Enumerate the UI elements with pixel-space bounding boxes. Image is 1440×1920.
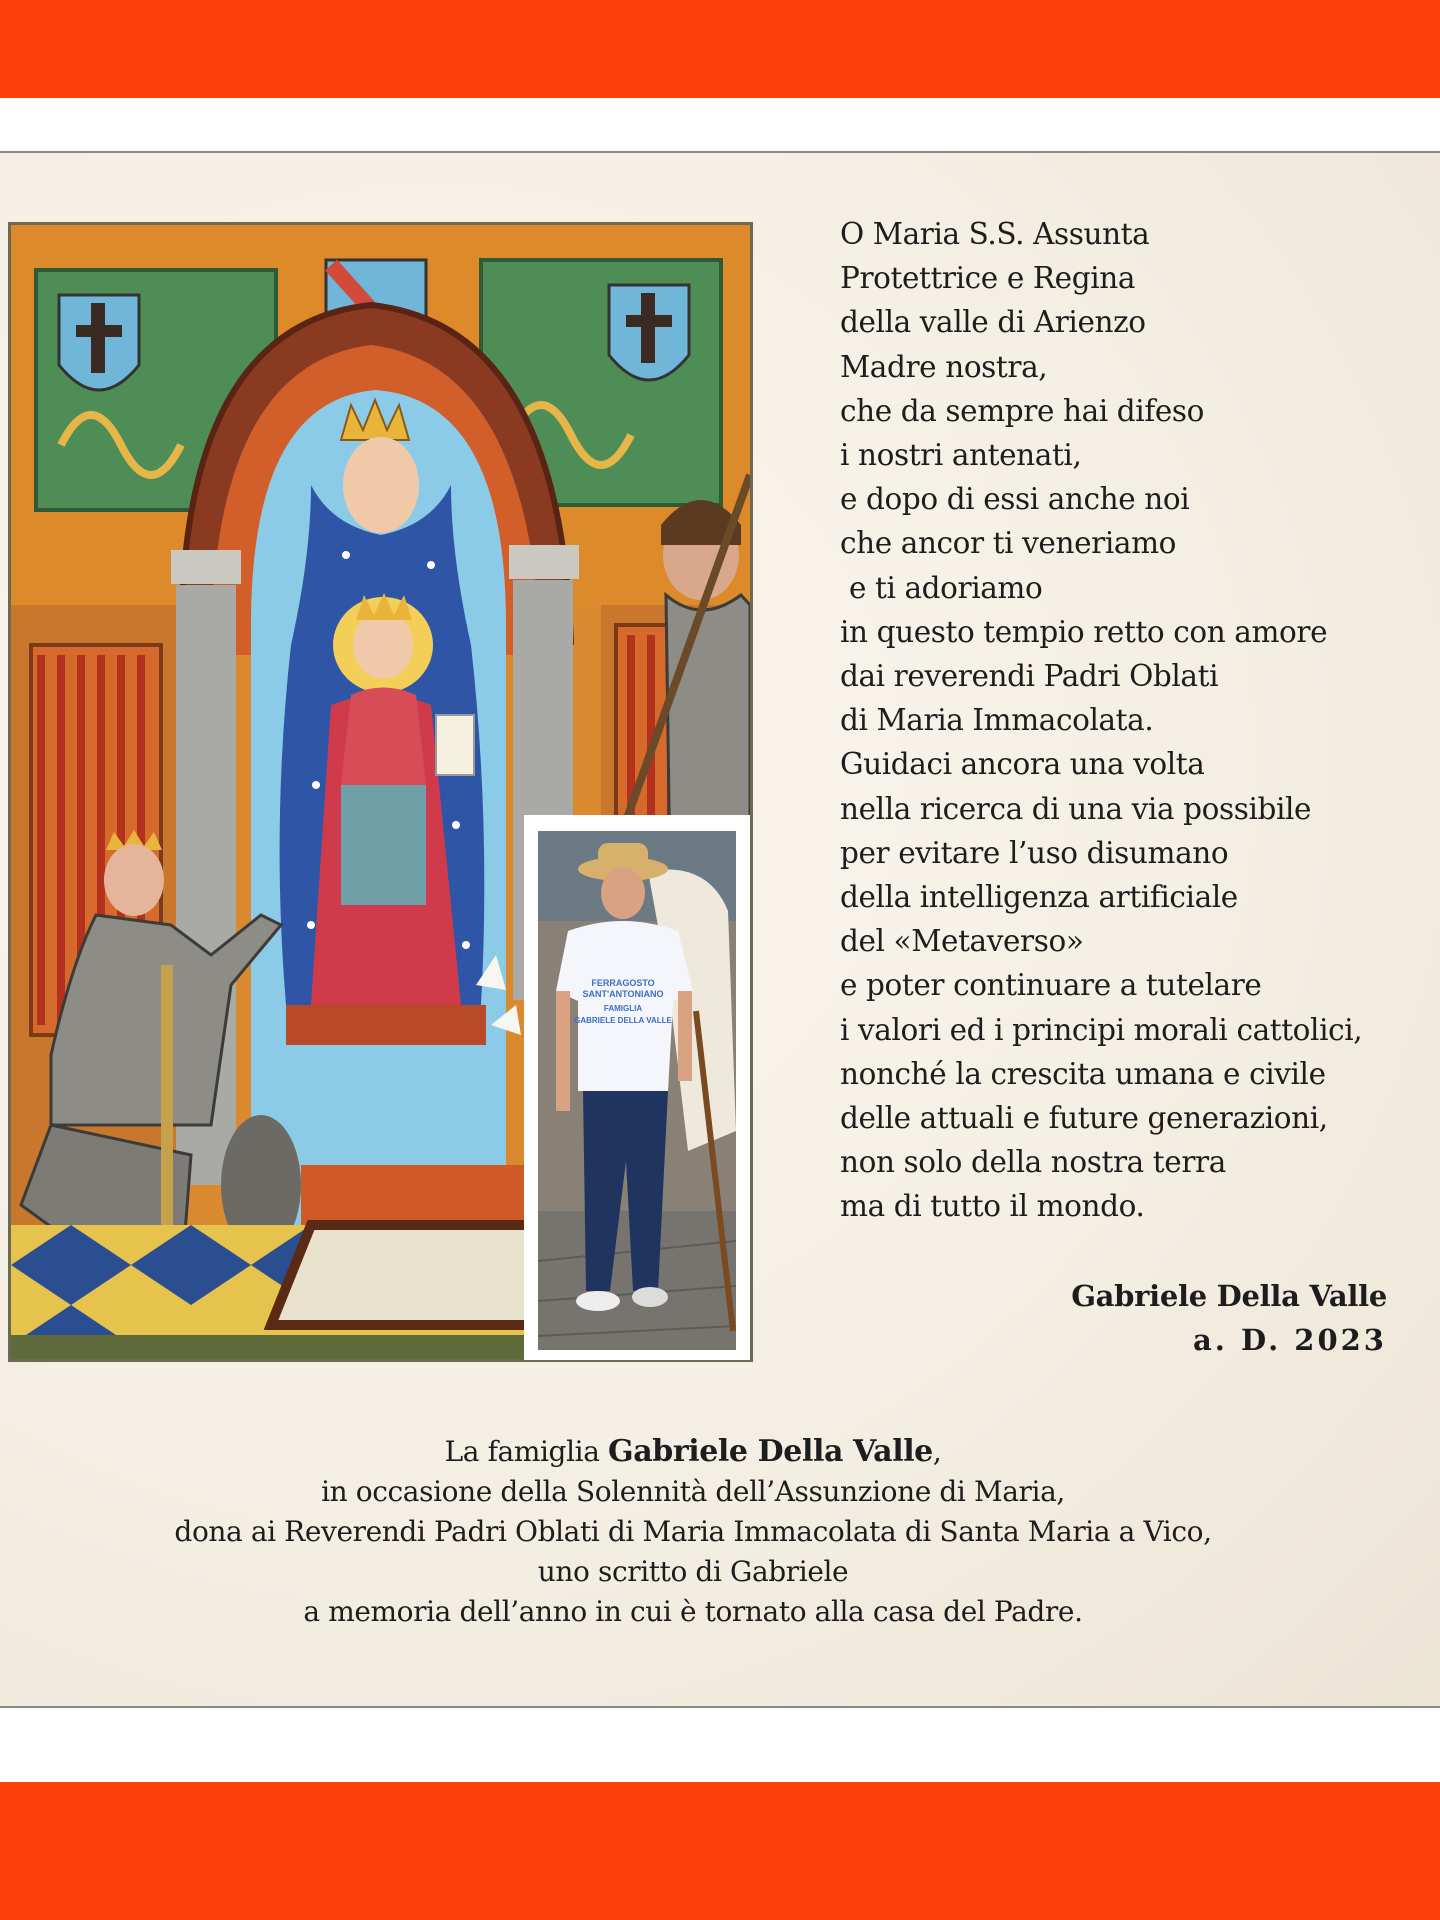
prayer-line: e dopo di essi anche noi [840,482,1190,517]
prayer-line: per evitare l’uso disumano [840,835,1229,870]
prayer-line: e ti adoriamo [840,570,1043,605]
prayer-line: di Maria Immacolata. [840,703,1154,738]
dedication-suffix: , [932,1435,942,1468]
signature-date: a. D. 2023 [1192,1323,1387,1357]
dedication-family-name: Gabriele Della Valle [608,1434,933,1469]
prayer-line: nella ricerca di una via possibile [840,791,1312,826]
prayer-line: O Maria S.S. Assunta [840,217,1150,251]
prayer-line: non solo della nostra terra [840,1145,1226,1180]
prayer-line: i nostri antenati, [840,438,1082,473]
dedication-text [0,1432,1386,1632]
prayer-line: Protettrice e Regina [840,261,1136,296]
top-orange-band [0,0,1440,98]
dedication-line: uno scritto di Gabriele [537,1555,849,1588]
coat-of-arms-left [59,295,139,390]
prayer-line: nonché la crescita umana e civile [840,1056,1326,1091]
signature-name: Gabriele Della Valle [1071,1279,1387,1313]
prayer-line: dai reverendi Padri Oblati [840,659,1219,694]
dedication-line: a memoria dell’anno in cui è tornato alla casa del Padre. [303,1595,1083,1628]
dedication-line: in occasione della Solennità dell’Assunzione di Maria, [321,1475,1065,1508]
shirt-text-line: GABRIELE DELLA VALLE [574,1016,672,1025]
shirt-text-line: FERRAGOSTO [591,978,655,988]
prayer-text [840,212,1410,1229]
prayer-line: delle attuali e future generazioni, [840,1101,1328,1136]
prayer-line: ma di tutto il mondo. [840,1189,1145,1224]
coat-of-arms-right [609,285,689,380]
signature [1071,1274,1387,1362]
bottom-orange-band [0,1782,1440,1920]
prayer-line: Guidaci ancora una volta [840,747,1205,782]
shirt-text-line: SANT'ANTONIANO [582,989,664,999]
prayer-line: della valle di Arienzo [840,305,1146,340]
prayer-line: e poter continuare a tutelare [840,968,1262,1003]
prayer-line: che da sempre hai difeso [840,393,1204,428]
prayer-line: Madre nostra, [840,349,1048,384]
dedication-prefix: La famiglia [444,1435,608,1468]
man-photo [524,815,750,1360]
shirt-text-line: FAMIGLIA [603,1004,643,1013]
dedication-line: dona ai Reverendi Padri Oblati di Maria Immacolata di Santa Maria a Vico, [174,1515,1212,1548]
prayer-line: che ancor ti veneriamo [840,526,1177,561]
prayer-line: i valori ed i principi morali cattolici, [840,1012,1363,1047]
dedication-first-line [0,1432,1386,1472]
prayer-line: della intelligenza artificiale [840,880,1238,915]
prayer-line: in questo tempio retto con amore [840,614,1328,649]
prayer-line: del «Metaverso» [840,924,1084,959]
